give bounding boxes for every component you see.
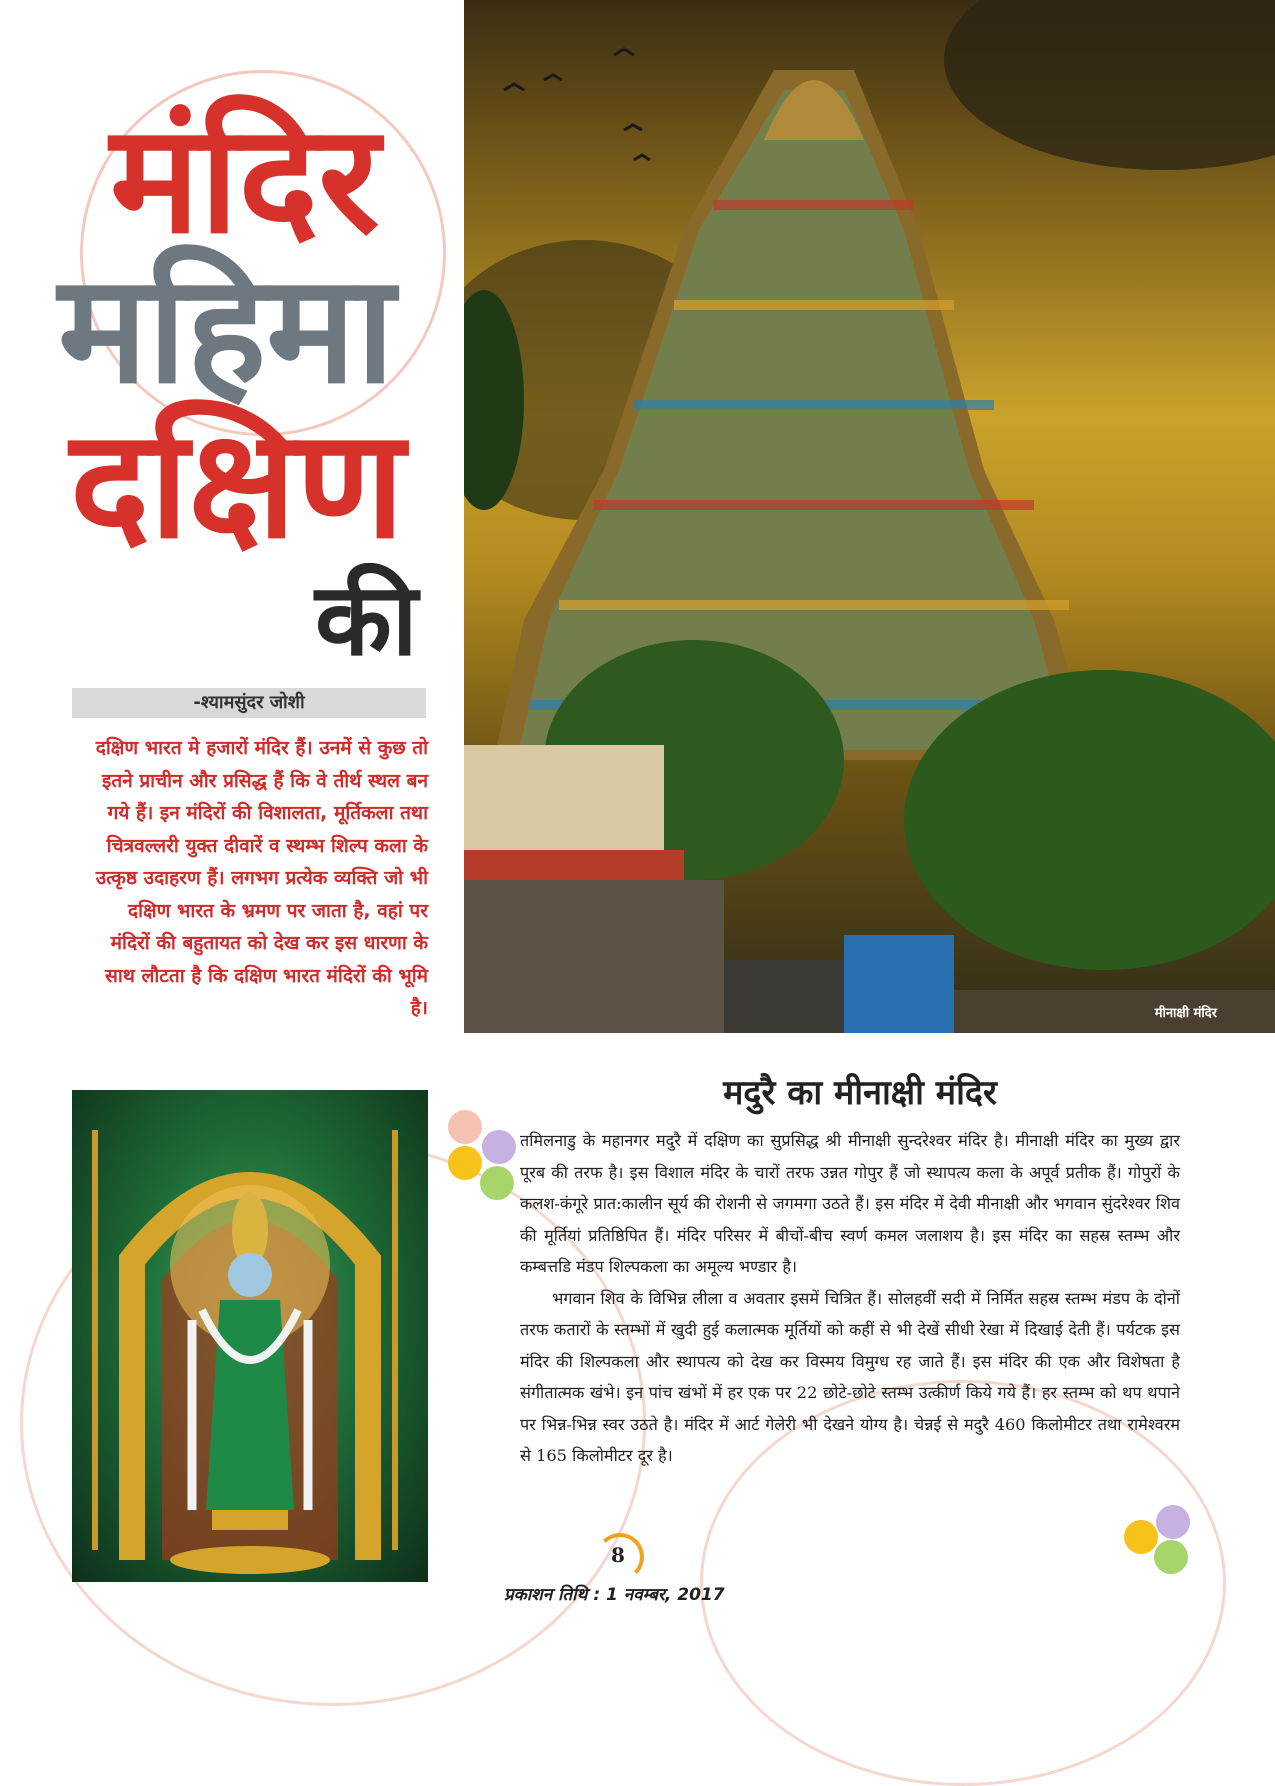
title-line-1: मंदिर bbox=[110, 93, 380, 267]
title-line-4: की bbox=[315, 561, 418, 678]
title-line-3: दक्षिण bbox=[70, 398, 405, 572]
decorative-dot bbox=[1154, 1540, 1188, 1574]
author-byline: -श्यामसुंदर जोशी bbox=[72, 688, 426, 718]
intro-paragraph: दक्षिण भारत मे हजारों मंदिर हैं। उनमें से कुछ तो इतने प्राचीन और प्रसिद्ध हैं कि वे तीर्थ स्थल बन गये हैं। इन मंदिरों की विशालता, मूर्तिकला तथा चित्रवल्लरी युक्त दीवारें व स्थम्भ शिल्प कला के उत्कृष्ठ उदाहरण हैं। लगभग प्रत्येक व्यक्ति जो भी दक्षिण भारत के भ्रमण पर जाता है, वहां पर मंदिरों की बहुतायत को देख कर इस धारणा के साथ लौटता है कि दक्षिण भारत मंदिरों की भूमि है। bbox=[95, 737, 428, 1019]
decorative-dot bbox=[1156, 1505, 1190, 1539]
decorative-dot bbox=[1124, 1520, 1158, 1554]
decorative-dot bbox=[480, 1166, 514, 1200]
decorative-dot bbox=[482, 1130, 516, 1164]
page-number: 8 bbox=[611, 1543, 625, 1567]
deity-image bbox=[72, 1090, 428, 1582]
temple-illustration bbox=[464, 0, 1275, 1033]
decorative-dot bbox=[448, 1110, 482, 1144]
photo-caption: मीनाक्षी मंदिर bbox=[1154, 1006, 1217, 1021]
article-body bbox=[520, 1125, 1180, 1472]
publication-date: प्रकाशन तिथि : 1 नवम्बर, 2017 bbox=[504, 1585, 725, 1605]
temple-photo bbox=[464, 0, 1275, 1033]
article-heading: मदुरै का मीनाक्षी मंदिर bbox=[723, 1073, 997, 1113]
article-paragraph-2: भगवान शिव के विभिन्न लीला व अवतार इसमें चित्रित हैं। सोलहवीं सदी में निर्मित सहस्र स्तम्भ मंडप के दोनों तरफ कतारों के स्तम्भों में खुदी हुई कलात्मक मूर्तियों को कहीं से भी देखें सीधी रेखा में दिखाई देती हैं। पर्यटक इस मंदिर की शिल्पकला और स्थापत्य को देख कर विस्मय विमुग्ध रह जाते हैं। इस मंदिर की एक और विशेषता है संगीतात्मक खंभे। इन पांच खंभों में हर एक पर 22 छोटे-छोटे स्तम्भ उत्कीर्ण किये गये हैं। हर स्तम्भ को थप थपाने पर भिन्न-भिन्न स्वर उठते है। मंदिर में आर्ट गेलेरी भी देखने योग्य है। चेन्नई से मदुरै 460 किलोमीटर तथा रामेश्वरम से 165 किलोमीटर दूर है। bbox=[520, 1288, 1180, 1465]
title-line-2: महिमा bbox=[58, 243, 395, 417]
deity-illustration bbox=[72, 1090, 428, 1582]
article-paragraph-1: तमिलनाडु के महानगर मदुरै में दक्षिण का सुप्रसिद्ध श्री मीनाक्षी सुन्दरेश्वर मंदिर है। मीनाक्षी मंदिर का मुख्य द्वार पूरब की तरफ है। इस विशाल मंदिर के चारों तरफ उन्नत गोपुर हैं जो स्थापत्य कला के अपूर्व प्रतीक हैं। गोपुरों के कलश-कंगूरे प्रात:कालीन सूर्य की रोशनी से जगमगा उठते हैं। इस मंदिर में देवी मीनाक्षी और भगवान सुंदरेश्वर शिव की मूर्तियां प्रतिष्ठिपित हैं। मंदिर परिसर में बीचों-बीच स्वर्ण कमल जलाशय है। इस मंदिर का सहस्र स्तम्भ और कम्बत्तडि मंडप शिल्पकला का अमूल्य भण्डार है। bbox=[520, 1131, 1180, 1276]
decorative-dot bbox=[448, 1146, 482, 1180]
